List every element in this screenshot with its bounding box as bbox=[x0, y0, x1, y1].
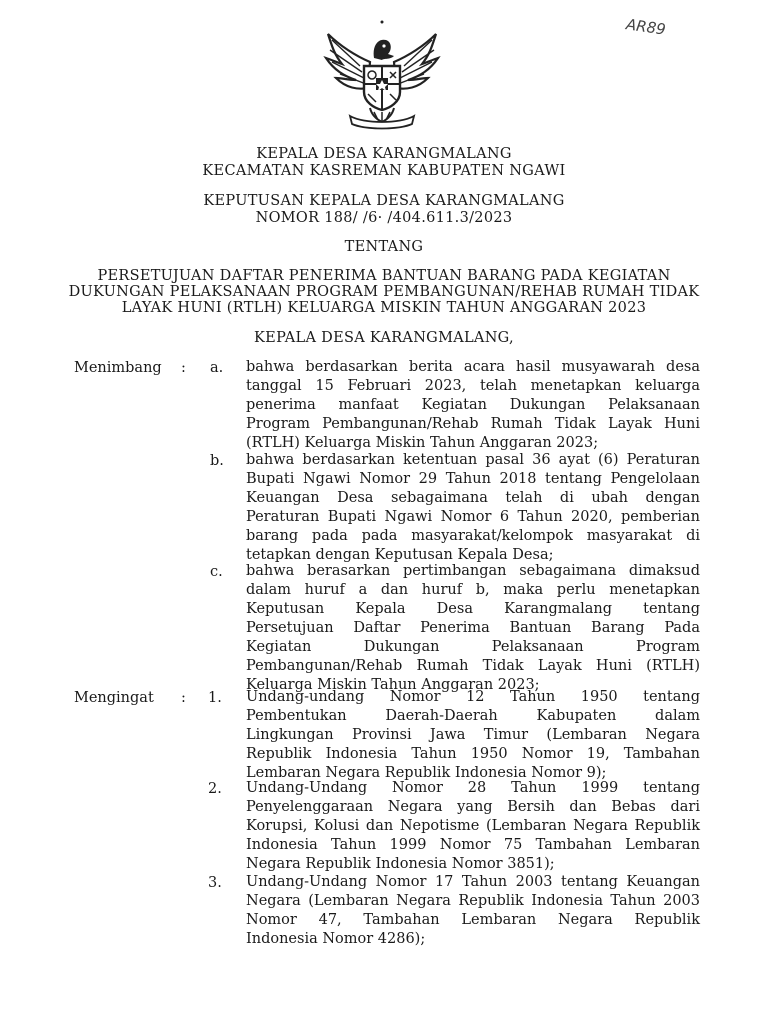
authority-line: KEPALA DESA KARANGMALANG, bbox=[254, 330, 514, 346]
header-line-1: KEPALA DESA KARANGMALANG bbox=[256, 146, 512, 162]
menimbang-item-a bbox=[246, 358, 700, 453]
menimbang-item-b bbox=[246, 451, 700, 565]
text-line: barang pada pada masyarakat/kelompok masyarakat di bbox=[246, 528, 700, 544]
text-line: Indonesia Nomor 4286); bbox=[246, 931, 426, 947]
text-line: bahwa berdasarkan ketentuan pasal 36 ayat (6) Peraturan bbox=[246, 452, 700, 468]
text-line: Korupsi, Kolusi dan Nepotisme (Lembaran Negara Republik bbox=[246, 818, 700, 834]
header-line-2: KECAMATAN KASREMAN KABUPATEN NGAWI bbox=[202, 163, 566, 179]
text-line: Pembentukan Daerah-Daerah Kabupaten dalam bbox=[246, 708, 700, 724]
garuda-emblem bbox=[320, 20, 444, 132]
text-line: Penyelenggaraan Negara yang Bersih dan Bebas dari bbox=[246, 799, 700, 815]
text-line: dalam huruf a dan huruf b, maka perlu menetapkan bbox=[246, 582, 700, 598]
text-line: Bupati Ngawi Nomor 29 Tahun 2018 tentang Pengelolaan bbox=[246, 471, 700, 487]
text-line: Nomor 47, Tambahan Lembaran Negara Republik bbox=[246, 912, 700, 928]
text-line: Negara (Lembaran Negara Republik Indonesia Tahun 2003 bbox=[246, 893, 700, 909]
text-line: penerima manfaat Kegiatan Dukungan Pelaksanaan bbox=[246, 397, 700, 413]
item-marker: a. bbox=[210, 360, 224, 376]
handwritten-annotation: AR89 bbox=[624, 15, 667, 39]
subject-line: DUKUNGAN PELAKSANAAN PROGRAM PEMBANGUNAN/REHAB RUMAH TIDAK bbox=[68, 284, 700, 300]
item-marker: 1. bbox=[208, 690, 222, 706]
text-line: Undang-Undang Nomor 28 Tahun 1999 tentang bbox=[246, 780, 700, 796]
text-line: Indonesia Tahun 1999 Nomor 75 Tambahan Lembaran bbox=[246, 837, 700, 853]
menimbang-colon: : bbox=[181, 360, 186, 376]
text-line: tetapkan dengan Keputusan Kepala Desa; bbox=[246, 547, 554, 563]
text-line: Negara Republik Indonesia Nomor 3851); bbox=[246, 856, 555, 872]
text-line: Persetujuan Daftar Penerima Bantuan Barang Pada bbox=[246, 620, 700, 636]
decree-number: NOMOR 188/ /6· /404.611.3/2023 bbox=[255, 210, 513, 226]
text-line: Undang-undang Nomor 12 Tahun 1950 tentang bbox=[246, 689, 700, 705]
subject-line: LAYAK HUNI (RTLH) KELUARGA MISKIN TAHUN ANGGARAN 2023 bbox=[121, 300, 647, 316]
text-line: (RTLH) Keluarga Miskin Tahun Anggaran 2023; bbox=[246, 435, 599, 451]
text-line: bahwa berdasarkan berita acara hasil musyawarah desa bbox=[246, 359, 700, 375]
mengingat-item-3 bbox=[246, 873, 700, 949]
decree-title: KEPUTUSAN KEPALA DESA KARANGMALANG bbox=[203, 193, 565, 209]
mengingat-colon: : bbox=[181, 690, 186, 706]
item-marker: 2. bbox=[208, 781, 222, 797]
item-marker: b. bbox=[210, 453, 224, 469]
about-heading: TENTANG bbox=[344, 239, 424, 255]
menimbang-item-c bbox=[246, 562, 700, 695]
menimbang-label: Menimbang bbox=[74, 360, 162, 376]
text-line: Keluarga Miskin Tahun Anggaran 2023; bbox=[246, 677, 540, 693]
text-line: Keuangan Desa sebagaimana telah di ubah dengan bbox=[246, 490, 700, 506]
mengingat-label: Mengingat bbox=[74, 690, 154, 706]
text-line: Lingkungan Provinsi Jawa Timur (Lembaran Negara bbox=[246, 727, 700, 743]
text-line: tanggal 15 Februari 2023, telah menetapkan keluarga bbox=[246, 378, 700, 394]
mengingat-item-1 bbox=[246, 688, 700, 783]
text-line: Keputusan Kepala Desa Karangmalang tentang bbox=[246, 601, 700, 617]
text-line: bahwa berasarkan pertimbangan sebagaimana dimaksud bbox=[246, 563, 700, 579]
subject-line: PERSETUJUAN DAFTAR PENERIMA BANTUAN BARANG PADA KEGIATAN bbox=[97, 268, 671, 284]
text-line: Lembaran Negara Republik Indonesia Nomor 9); bbox=[246, 765, 607, 781]
text-line: Peraturan Bupati Ngawi Nomor 6 Tahun 2020, pemberian bbox=[246, 509, 700, 525]
mengingat-item-2 bbox=[246, 779, 700, 874]
text-line: Undang-Undang Nomor 17 Tahun 2003 tentang Keuangan bbox=[246, 874, 700, 890]
text-line: Program Pembangunan/Rehab Rumah Tidak Layak Huni bbox=[246, 416, 700, 432]
item-marker: 3. bbox=[208, 875, 222, 891]
text-line: Pembangunan/Rehab Rumah Tidak Layak Huni (RTLH) bbox=[246, 658, 700, 674]
text-line: Kegiatan Dukungan Pelaksanaan Program bbox=[246, 639, 700, 655]
text-line: Republik Indonesia Tahun 1950 Nomor 19, Tambahan bbox=[246, 746, 700, 762]
item-marker: c. bbox=[210, 564, 223, 580]
